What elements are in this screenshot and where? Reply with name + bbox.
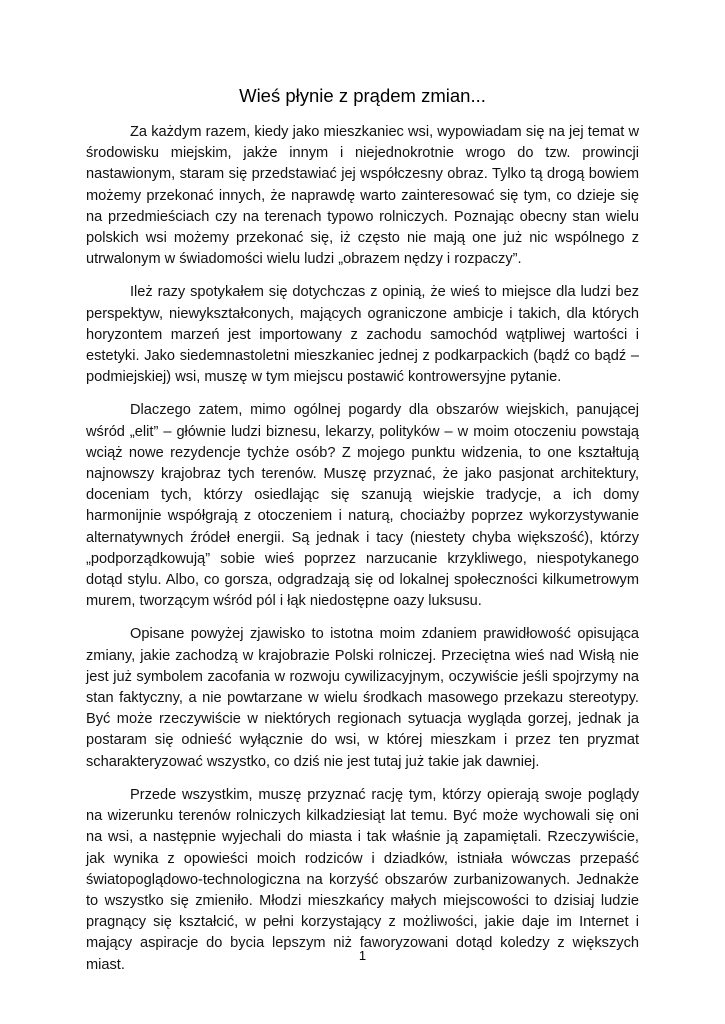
paragraph-3: Dlaczego zatem, mimo ogólnej pogardy dla obszarów wiejskich, panującej wśród „elit” – głównie ludzi biznesu, lekarzy, polityków – w moim otoczeniu powstają wciąż nowe rezydencje tychże osób? Z mojego punktu widzenia, to one kształtują najnowszy krajobraz tych terenów. Muszę przyznać, że jako pasjonat architektury, doceniam tych, którzy osiedlając się szanują wiejskie tradycje, a ich domy harmonijnie współgrają z otoczeniem i naturą, chociażby poprzez wykorzystywanie alternatywnych źródeł energii. Są jednak i tacy (niestety chyba większość), którzy „podporządkowują” sobie wieś poprzez narzucanie krzykliwego, niespotykanego dotąd stylu. Albo, co gorsza, odgradzają się od lokalnej społeczności kilkumetrowym murem, tworzącym wśród pól i łąk niedostępne oazy luksusu. xyxy=(86,402,639,610)
paragraph-5: Przede wszystkim, muszę przyznać rację tym, którzy opierają swoje poglądy na wizerunku terenów rolniczych kilkadziesiąt lat temu. Być może wychowali się oni na wsi, a następnie wyjechali do miasta i tak właśnie ją zapamiętali. Rzeczywiście, jak wynika z opowieści moich rodziców i dziadków, istniała wówczas przepaść światopoglądowo-technologiczna na korzyść obszarów zurbanizowanych. Jednakże to wszystko się zmieniło. Młodzi mieszkańcy małych miejscowości to dzisiaj ludzie pragnący się kształcić, w pełni korzystający z możliwości, jakie daje im Internet i mający aspiracje do bycia lepszym niż faworyzowani dotąd koledzy z większych miast. xyxy=(86,786,639,973)
paragraph-4: Opisane powyżej zjawisko to istotna moim zdaniem prawidłowość opisująca zmiany, jakie zachodzą w krajobrazie Polski rolniczej. Przeciętna wieś nad Wisłą nie jest już symbolem zacofania w rozwoju cywilizacyjnym, oczywiście jeśli spojrzymy na stan faktyczny, a nie powtarzane w wielu środkach masowego przekazu stereotypy. Być może rzeczywiście w niektórych regionach sytuacja wygląda gorzej, jednak ja postaram się odnieść wyłącznie do wsi, w której mieszkam i przez ten pryzmat scharakteryzować wszystko, co dziś nie jest tutaj już takie jak dawniej. xyxy=(86,626,639,770)
document-body xyxy=(86,122,639,988)
paragraph-1: Za każdym razem, kiedy jako mieszkaniec wsi, wypowiadam się na jej temat w środowisku miejskim, jakże innym i niejednokrotnie wrogo do tzw. prowincji nastawionym, staram się przedstawiać jej współczesny obraz. Tylko tą drogą bowiem możemy przekonać innych, że naprawdę warto zainteresować się tym, co dzieje się na przedmieściach czy na terenach typowo rolniczych. Poznając obecny stan wielu polskich wsi możemy przekonać się, iż często nie mają one już nic wspólnego z utrwalonym w świadomości wielu ludzi „obrazem nędzy i rozpaczy”. xyxy=(86,124,639,268)
paragraph-2: Ileż razy spotykałem się dotychczas z opinią, że wieś to miejsce dla ludzi bez perspektyw, niewykształconych, mających ograniczone ambicje i takich, dla których horyzontem marzeń jest importowany z zachodu samochód wątpliwej wartości i estetyki. Jako siedemnastoletni mieszkaniec jednej z podkarpackich (bądź co bądź – podmiejskiej) wsi, muszę w tym miejscu postawić kontrowersyjne pytanie. xyxy=(86,284,639,386)
page-number: 1 xyxy=(358,948,367,963)
document-title: Wieś płynie z prądem zmian... xyxy=(239,85,486,106)
